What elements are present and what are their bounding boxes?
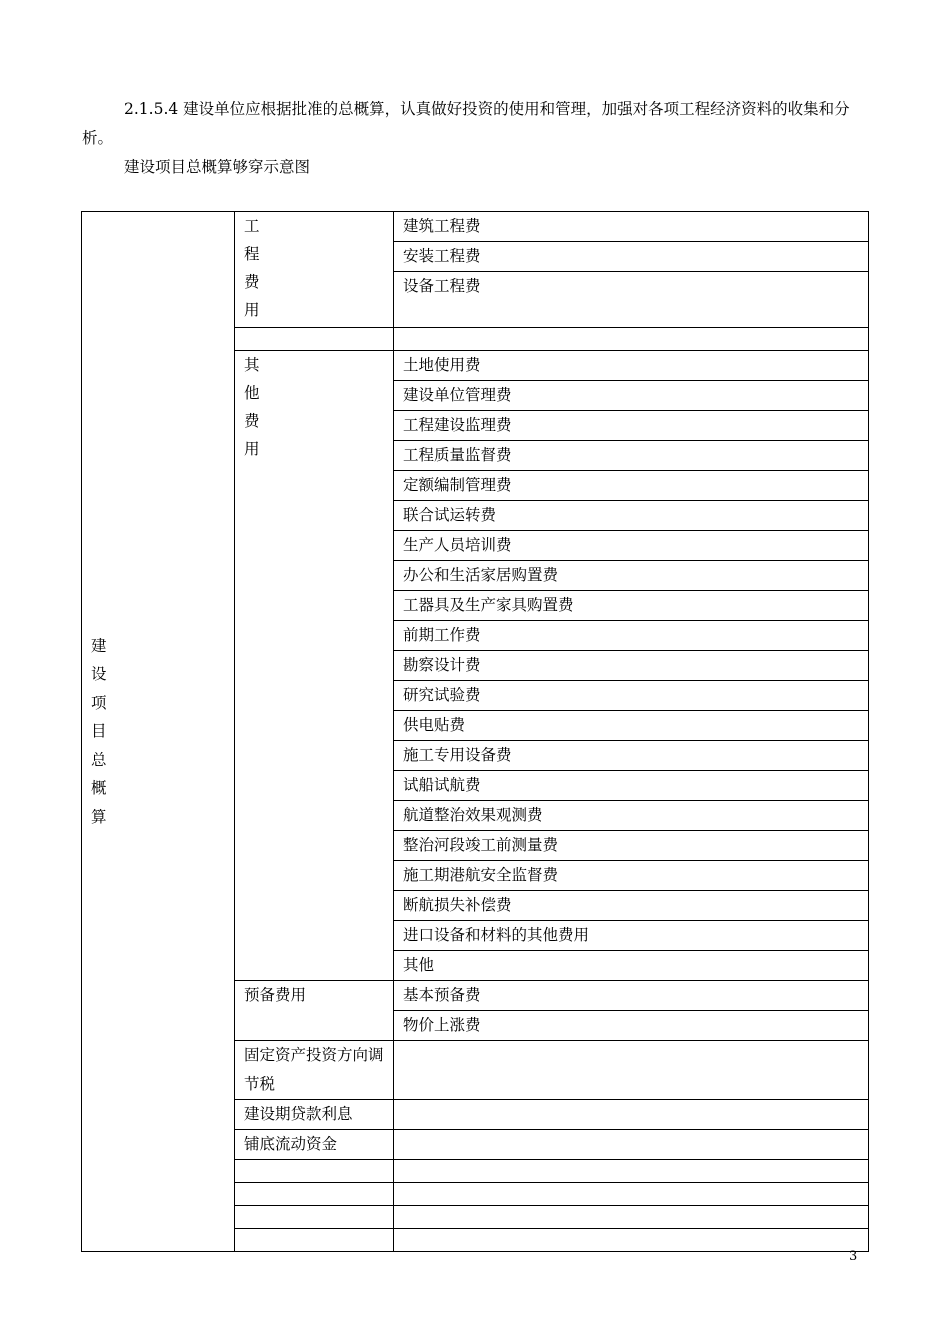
table-caption: 建设项目总概算够穿示意图: [124, 158, 311, 176]
empty-cell: [235, 328, 394, 351]
empty-cell: [235, 1160, 394, 1183]
cost-item-cell: 工程建设监理费: [394, 411, 869, 441]
cost-item-cell: 进口设备和材料的其他费用: [394, 921, 869, 951]
engineering-category-cell: [235, 212, 394, 328]
empty-cell: [394, 1130, 869, 1160]
cost-item-cell: 供电贴费: [394, 711, 869, 741]
cost-item-cell: 建设单位管理费: [394, 381, 869, 411]
category-char: 工: [244, 217, 260, 235]
cost-item-cell: 工程质量监督费: [394, 441, 869, 471]
reserve-category-cell: 预备费用: [235, 981, 394, 1041]
cost-item-cell: 试船试航费: [394, 771, 869, 801]
category-char: 费: [244, 273, 260, 291]
cost-item-cell: 生产人员培训费: [394, 531, 869, 561]
category-char: 用: [244, 301, 260, 319]
category-char: 用: [244, 440, 260, 458]
empty-cell: [394, 1206, 869, 1229]
cost-item-cell: 整治河段竣工前测量费: [394, 831, 869, 861]
root-category-cell: [82, 212, 235, 1252]
root-category-char: 建: [91, 636, 107, 655]
cost-item-cell: 设备工程费: [394, 272, 869, 328]
cost-item-cell: 定额编制管理费: [394, 471, 869, 501]
empty-cell: [235, 1206, 394, 1229]
root-category-char: 总: [91, 750, 107, 769]
category-char: 其: [244, 356, 260, 374]
cost-item-cell: 前期工作费: [394, 621, 869, 651]
root-category-char: 设: [91, 665, 107, 684]
root-category-char: 目: [91, 722, 107, 741]
category-char: 费: [244, 412, 260, 430]
cost-item-cell: 研究试验费: [394, 681, 869, 711]
cost-item-cell: 航道整治效果观测费: [394, 801, 869, 831]
root-category-char: 项: [91, 693, 107, 712]
category-char: 程: [244, 245, 260, 263]
cost-item-cell: 安装工程费: [394, 242, 869, 272]
cost-item-cell: 施工专用设备费: [394, 741, 869, 771]
other-category-cell: [235, 351, 394, 981]
cost-item-cell: 勘察设计费: [394, 651, 869, 681]
cost-item-cell: 工器具及生产家具购置费: [394, 591, 869, 621]
cost-item-cell: 建筑工程费: [394, 212, 869, 242]
cost-item-cell: 断航损失补偿费: [394, 891, 869, 921]
empty-cell: [394, 1229, 869, 1252]
cost-item-cell: 土地使用费: [394, 351, 869, 381]
empty-cell: [394, 1160, 869, 1183]
table-row: [82, 212, 869, 242]
cost-item-cell: 其他: [394, 951, 869, 981]
cost-item-cell: 联合试运转费: [394, 501, 869, 531]
intro-paragraph: 2.1.5.4 建设单位应根据批准的总概算，认真做好投资的使用和管理，加强对各项工程经济资料的收集和分析。: [82, 100, 850, 147]
working-capital-cell: 铺底流动资金: [235, 1130, 394, 1160]
budget-structure-table: [81, 211, 869, 1252]
empty-cell: [235, 1229, 394, 1252]
empty-cell: [394, 1183, 869, 1206]
cost-item-cell: 物价上涨费: [394, 1011, 869, 1041]
cost-item-cell: 基本预备费: [394, 981, 869, 1011]
loan-interest-cell: 建设期贷款利息: [235, 1100, 394, 1130]
empty-cell: [394, 1100, 869, 1130]
cost-item-cell: 办公和生活家居购置费: [394, 561, 869, 591]
empty-cell: [394, 1041, 869, 1100]
root-category-char: 算: [91, 807, 107, 826]
page-number: 3: [849, 1249, 858, 1264]
fixed-asset-tax-cell: 固定资产投资方向调节税: [235, 1041, 394, 1100]
root-category-char: 概: [91, 779, 107, 798]
empty-cell: [235, 1183, 394, 1206]
category-char: 他: [244, 384, 260, 402]
empty-cell: [394, 328, 869, 351]
cost-item-cell: 施工期港航安全监督费: [394, 861, 869, 891]
